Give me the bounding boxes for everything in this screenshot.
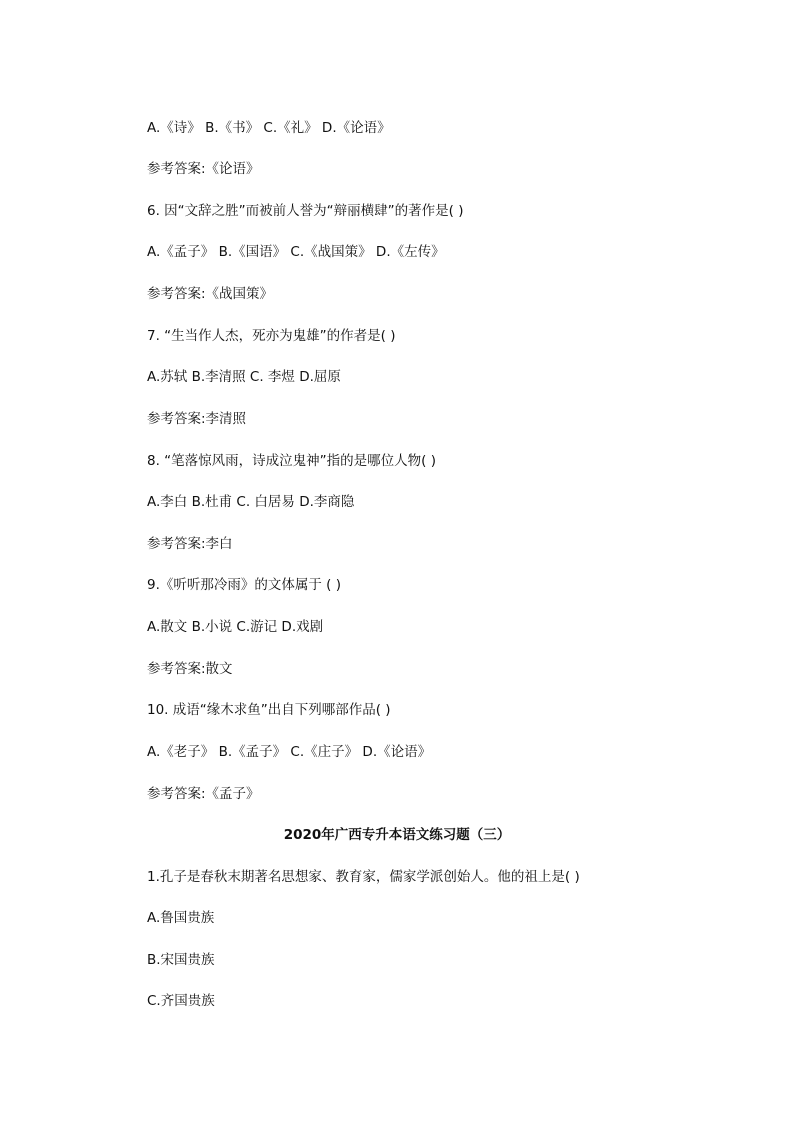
s3-q1-option-b: B.宋国贵族 bbox=[147, 952, 215, 968]
q7-options: A.苏轼 B.李清照 C. 李煜 D.屈原 bbox=[147, 369, 341, 385]
q10-question: 10. 成语“缘木求鱼”出自下列哪部作品( ) bbox=[147, 702, 391, 718]
s3-q1-option-a: A.鲁国贵族 bbox=[147, 910, 215, 926]
q8-answer: 参考答案:李白 bbox=[147, 536, 233, 552]
q5-answer: 参考答案:《论语》 bbox=[147, 161, 260, 177]
section-title: 2020年广西专升本语文练习题（三） bbox=[283, 827, 511, 843]
q10-answer: 参考答案:《孟子》 bbox=[147, 786, 260, 802]
s3-q1-option-c: C.齐国贵族 bbox=[147, 993, 215, 1009]
q8-question: 8. “笔落惊风雨，诗成泣鬼神”指的是哪位人物( ) bbox=[147, 453, 436, 469]
q7-answer: 参考答案:李清照 bbox=[147, 411, 247, 427]
q9-answer: 参考答案:散文 bbox=[147, 661, 233, 677]
q6-answer: 参考答案:《战国策》 bbox=[147, 286, 274, 302]
q9-options: A.散文 B.小说 C.游记 D.戏剧 bbox=[147, 619, 324, 635]
q6-options: A.《孟子》 B.《国语》 C.《战国策》 D.《左传》 bbox=[147, 244, 445, 260]
q6-question: 6. 因“文辞之胜”而被前人誉为“辩丽横肆”的著作是( ) bbox=[147, 203, 464, 219]
q7-question: 7. “生当作人杰，死亦为鬼雄”的作者是( ) bbox=[147, 328, 396, 344]
q10-options: A.《老子》 B.《孟子》 C.《庄子》 D.《论语》 bbox=[147, 744, 432, 760]
q5-options: A.《诗》 B.《书》 C.《礼》 D.《论语》 bbox=[147, 120, 391, 136]
s3-q1-question: 1.孔子是春秋末期著名思想家、教育家，儒家学派创始人。他的祖上是( ) bbox=[147, 869, 580, 885]
q8-options: A.李白 B.杜甫 C. 白居易 D.李商隐 bbox=[147, 494, 355, 510]
q9-question: 9.《听听那冷雨》的文体属于 ( ) bbox=[147, 577, 341, 593]
